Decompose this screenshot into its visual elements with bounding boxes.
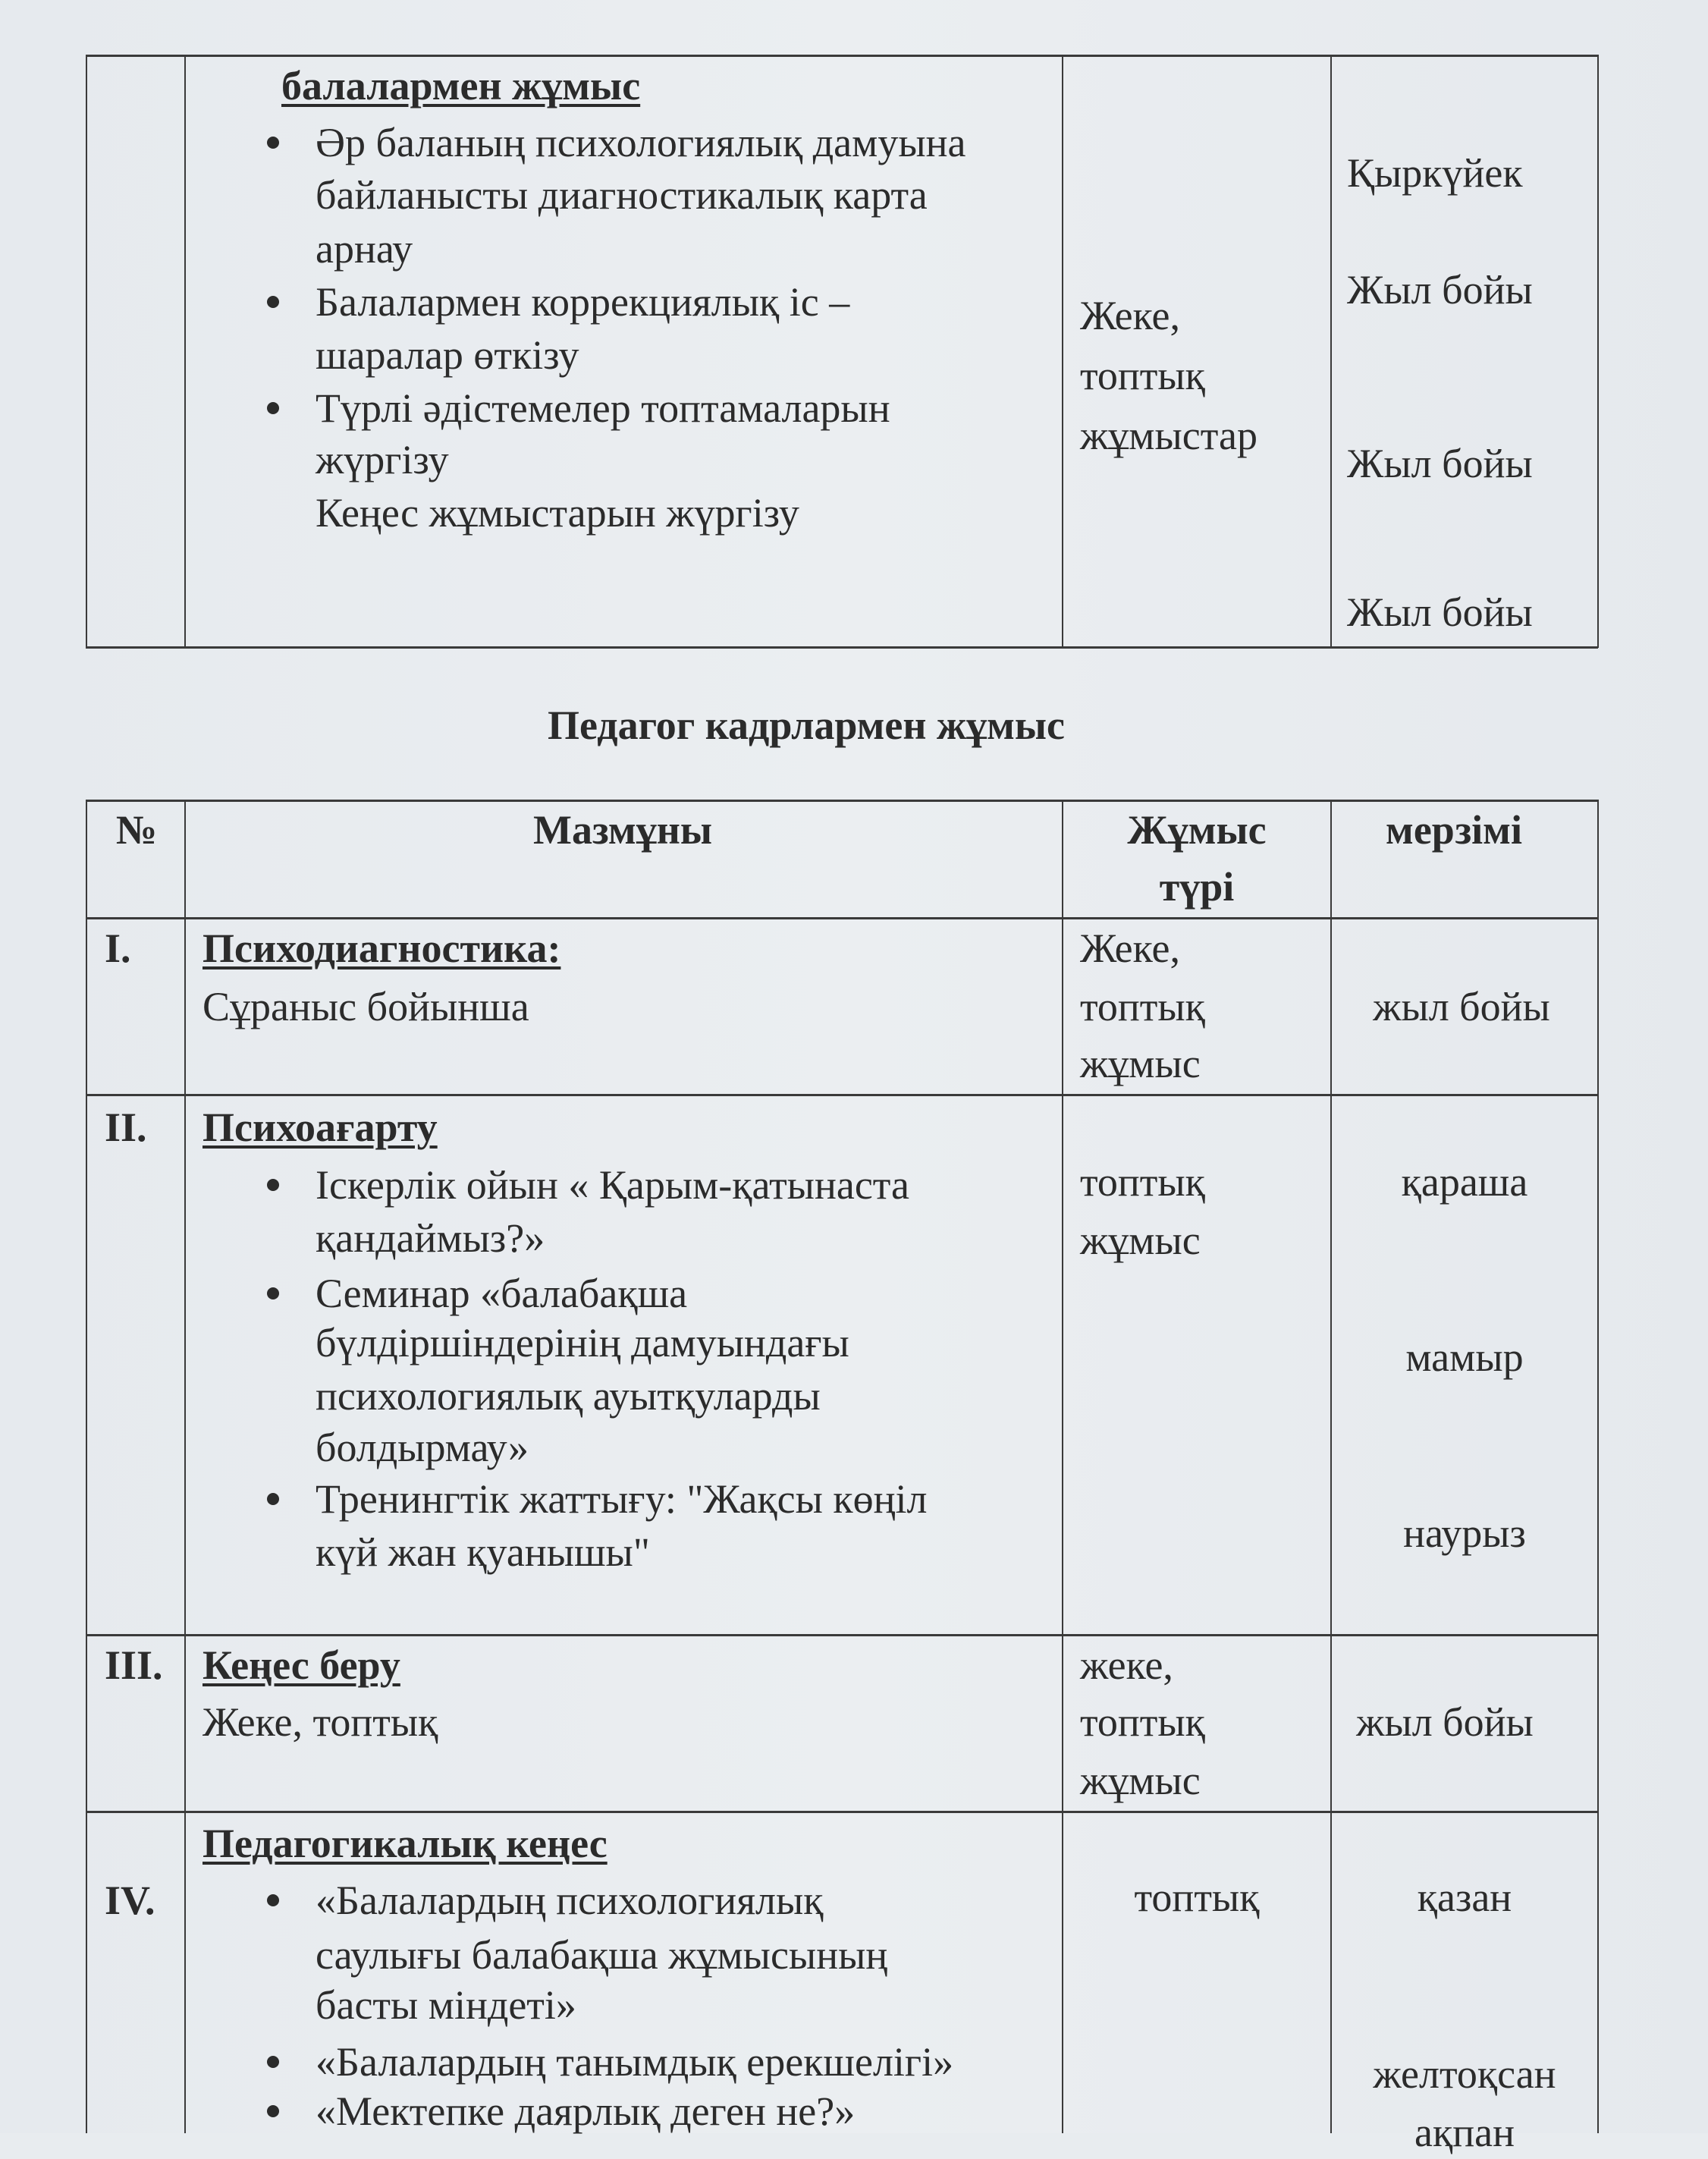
section-heading: Педагог кадрлармен жұмыс <box>547 702 1066 748</box>
table-border <box>184 55 186 648</box>
list-item-line: «Мектепке даярлық деген не?» <box>316 2088 856 2134</box>
list-item-line: Кеңес жұмыстарын жүргізу <box>316 490 799 536</box>
term: Жыл бойы <box>1347 267 1533 313</box>
table-border <box>86 1094 1598 1096</box>
table-border <box>86 800 1598 802</box>
section-title: балалармен жұмыс <box>281 63 641 108</box>
table-border <box>86 1811 1598 1813</box>
list-item-line: Семинар «балабақша <box>316 1271 688 1316</box>
list-item-line: Түрлі әдістемелер топтамаларын <box>316 385 890 431</box>
column-header-term: мерзімі <box>1386 807 1522 853</box>
list-item-line: саулығы балабақша жұмысының <box>316 1932 888 1978</box>
list-item-line: «Балалардың танымдық ерекшелігі» <box>316 2039 954 2085</box>
table-border <box>86 800 87 2133</box>
term: қараша <box>1401 1159 1528 1205</box>
list-item-line: жүргізу <box>316 437 449 482</box>
column-header-content: Мазмұны <box>533 807 712 853</box>
term: Қыркүйек <box>1347 150 1523 196</box>
term: желтоқсан <box>1373 2051 1556 2097</box>
work-type: топтық <box>1080 1699 1205 1745</box>
row-text: Жеке, топтық <box>203 1699 438 1745</box>
term: Жыл бойы <box>1347 441 1533 486</box>
term: жыл бойы <box>1373 984 1550 1029</box>
row-number: II. <box>105 1105 147 1150</box>
list-item-line: басты міндеті» <box>316 1982 576 2028</box>
bullet-icon <box>267 1493 279 1505</box>
work-type: жұмыс <box>1080 1758 1201 1803</box>
bullet-icon <box>267 402 279 414</box>
list-item-line: бүлдіршіндерінің дамуындағы <box>316 1320 849 1365</box>
table-border <box>1597 55 1599 648</box>
column-header-work-type: Жұмыс <box>1127 807 1267 853</box>
bullet-icon <box>267 2056 279 2068</box>
bullet-icon <box>267 296 279 308</box>
list-item-line: Тренингтік жаттығу: "Жақсы көңіл <box>316 1476 928 1522</box>
work-type: Жеке, <box>1080 293 1180 338</box>
term: наурыз <box>1403 1510 1526 1556</box>
work-type: топтық <box>1080 1159 1205 1205</box>
bullet-icon <box>267 1287 279 1299</box>
table-border <box>86 1634 1598 1636</box>
table-border <box>1062 800 1063 2133</box>
row-title: Педагогикалық кеңес <box>203 1821 608 1866</box>
work-type: жұмыс <box>1080 1218 1201 1263</box>
row-number: III. <box>105 1642 163 1688</box>
table-border <box>86 917 1598 919</box>
bullet-icon <box>267 1179 279 1191</box>
table-border <box>86 55 87 648</box>
term: қазан <box>1417 1875 1512 1920</box>
term: Жыл бойы <box>1347 589 1533 635</box>
table-border <box>1330 55 1332 648</box>
row-text: Сұраныс бойынша <box>203 984 529 1029</box>
table-border <box>1330 800 1332 2133</box>
work-type: жұмыстар <box>1080 413 1257 458</box>
list-item-line: Іскерлік ойын « Қарым-қатынаста <box>316 1162 910 1208</box>
row-title: Психоағарту <box>203 1105 438 1150</box>
table-border <box>86 55 1598 57</box>
bullet-icon <box>267 137 279 149</box>
work-type: топтық <box>1134 1875 1260 1920</box>
list-item-line: күй жан қуанышы" <box>316 1529 650 1575</box>
work-type: жеке, <box>1080 1642 1173 1688</box>
column-header-work-type: түрі <box>1159 864 1235 910</box>
work-type: жұмыс <box>1080 1041 1201 1086</box>
bullet-icon <box>267 1894 279 1906</box>
row-number: I. <box>105 926 131 971</box>
work-type: Жеке, <box>1080 926 1180 971</box>
term: мамыр <box>1405 1334 1524 1380</box>
table-border <box>184 800 186 2133</box>
work-type: топтық <box>1080 984 1205 1029</box>
column-header-number: № <box>115 807 158 853</box>
row-number: IV. <box>105 1878 155 1923</box>
table-border <box>86 646 1598 649</box>
list-item-line: болдырмау» <box>316 1425 529 1470</box>
list-item-line: қандаймыз?» <box>316 1215 545 1261</box>
table-border <box>1597 800 1599 2133</box>
row-title: Психодиагностика: <box>203 926 561 971</box>
table-border <box>1062 55 1063 648</box>
term: ақпан <box>1414 2110 1515 2155</box>
list-item-line: шаралар өткізу <box>316 332 579 378</box>
list-item-line: психологиялық ауытқуларды <box>316 1373 821 1419</box>
list-item-line: арнау <box>316 226 413 272</box>
row-title: Кеңес беру <box>203 1642 400 1688</box>
list-item-line: «Балалардың психологиялық <box>316 1878 824 1923</box>
list-item-line: Балалармен коррекциялық іс – <box>316 279 850 325</box>
list-item-line: Әр баланың психологиялық дамуына <box>316 120 966 165</box>
term: жыл бойы <box>1356 1699 1534 1745</box>
bullet-icon <box>267 2105 279 2117</box>
work-type: топтық <box>1080 353 1205 398</box>
list-item-line: байланысты диагностикалық карта <box>316 172 928 218</box>
